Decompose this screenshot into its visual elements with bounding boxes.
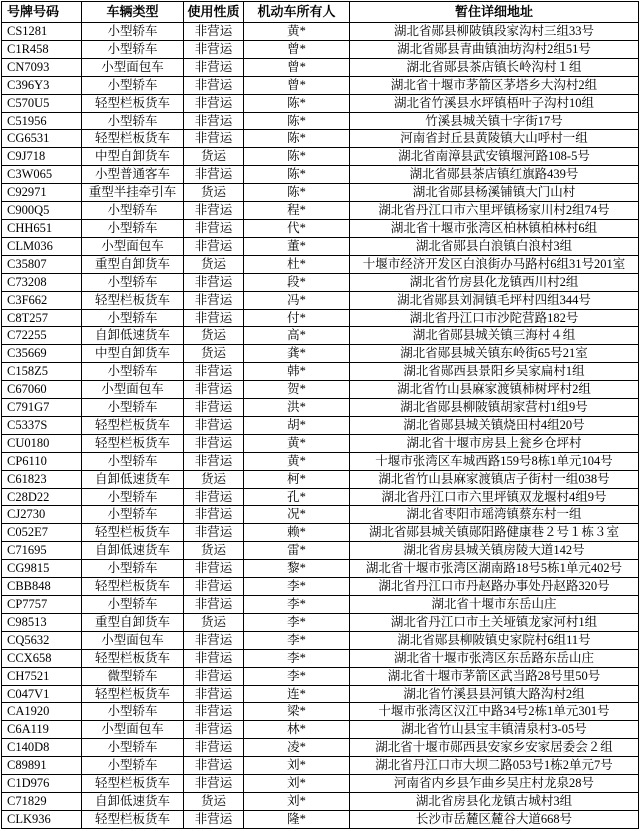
usage-nature-cell: 非营运 [184, 524, 244, 542]
usage-nature-cell: 非营运 [184, 739, 244, 757]
plate-number-cell: CJ2730 [2, 506, 82, 524]
owner-cell: 杜* [244, 255, 350, 273]
address-cell: 湖北省竹山县麻家渡镇柿树坪村2组 [350, 381, 639, 399]
address-cell: 湖北省房县城关镇房陵大道142号 [350, 542, 639, 560]
table-row [2, 76, 639, 94]
owner-cell: 隆* [244, 810, 350, 828]
usage-nature-cell: 非营运 [184, 130, 244, 148]
table-row [2, 399, 639, 417]
plate-number-cell: C1R458 [2, 40, 82, 58]
address-cell: 湖北省竹房县化龙镇西川村2组 [350, 273, 639, 291]
table-row [2, 775, 639, 793]
plate-number-cell: CQ5632 [2, 631, 82, 649]
plate-number-cell: CG6531 [2, 130, 82, 148]
vehicle-type-cell: 轻型栏板货车 [82, 775, 184, 793]
address-cell: 湖北省郧县杨溪铺镇大门山村 [350, 184, 639, 202]
vehicle-type-cell: 小型轿车 [82, 309, 184, 327]
plate-number-cell: CS1281 [2, 23, 82, 41]
table-row [2, 327, 639, 345]
address-cell: 湖北省郧县城关镇烧田村4组20号 [350, 416, 639, 434]
plate-number-cell: C89891 [2, 757, 82, 775]
usage-nature-cell: 非营运 [184, 58, 244, 76]
address-cell: 湖北省丹江口市六里坪镇杨家川村2组74号 [350, 202, 639, 220]
address-cell: 湖北省竹山县麻家渡镇店子街村一组038号 [350, 470, 639, 488]
vehicle-type-cell: 小型轿车 [82, 757, 184, 775]
plate-number-cell: CP7757 [2, 596, 82, 614]
plate-number-cell: C72255 [2, 327, 82, 345]
usage-nature-cell: 非营运 [184, 237, 244, 255]
plate-number-cell: C047V1 [2, 685, 82, 703]
table-row [2, 273, 639, 291]
owner-cell: 李* [244, 631, 350, 649]
table-row [2, 596, 639, 614]
usage-nature-cell: 非营运 [184, 399, 244, 417]
owner-cell: 陈* [244, 94, 350, 112]
plate-number-cell: C61823 [2, 470, 82, 488]
header-row [2, 2, 639, 23]
vehicle-type-cell: 小型面包车 [82, 237, 184, 255]
table-row [2, 184, 639, 202]
table-row [2, 416, 639, 434]
address-cell: 湖北省十堰市茅箭区茅塔乡大沟村2组 [350, 76, 639, 94]
plate-number-cell: C396Y3 [2, 76, 82, 94]
vehicle-type-cell: 小型面包车 [82, 381, 184, 399]
vehicle-type-cell: 小型轿车 [82, 219, 184, 237]
owner-cell: 段* [244, 273, 350, 291]
address-cell: 湖北省丹江口市土关垭镇龙家河村1组 [350, 613, 639, 631]
plate-number-cell: CH7521 [2, 667, 82, 685]
owner-cell: 董* [244, 237, 350, 255]
vehicle-type-cell: 重型半挂牵引车 [82, 184, 184, 202]
usage-nature-cell: 非营运 [184, 631, 244, 649]
plate-number-cell: C3W065 [2, 166, 82, 184]
vehicle-type-cell: 小型面包车 [82, 631, 184, 649]
usage-nature-cell: 非营运 [184, 112, 244, 130]
owner-cell: 李* [244, 649, 350, 667]
usage-nature-cell: 非营运 [184, 381, 244, 399]
table-row [2, 560, 639, 578]
plate-number-cell: C9J718 [2, 148, 82, 166]
owner-cell: 林* [244, 721, 350, 739]
table-row [2, 148, 639, 166]
vehicle-type-cell: 重型自卸货车 [82, 613, 184, 631]
plate-number-cell: CLM036 [2, 237, 82, 255]
table-row [2, 291, 639, 309]
table-row [2, 703, 639, 721]
address-cell: 湖北省郧县青曲镇油坊沟村2组51号 [350, 40, 639, 58]
plate-number-cell: C3F662 [2, 291, 82, 309]
owner-cell: 陈* [244, 166, 350, 184]
vehicle-type-cell: 自卸低速货车 [82, 542, 184, 560]
address-cell: 湖北省十堰市茅箭区武当路28号里50号 [350, 667, 639, 685]
address-cell: 河南省内乡县乍曲乡吴庄村龙泉28号 [350, 775, 639, 793]
owner-cell: 刘* [244, 757, 350, 775]
owner-cell: 龚* [244, 345, 350, 363]
address-cell: 湖北省郧县刘洞镇毛坪村四组344号 [350, 291, 639, 309]
address-cell: 湖北省郧县柳陂镇段家沟村三组33号 [350, 23, 639, 41]
address-cell: 湖北省十堰市郧西县安家乡安家居委会２组 [350, 739, 639, 757]
vehicle-type-cell: 轻型栏板货车 [82, 810, 184, 828]
header-address: 暂住详细地址 [350, 2, 639, 23]
owner-cell: 代* [244, 219, 350, 237]
usage-nature-cell: 非营运 [184, 810, 244, 828]
address-cell: 十堰市经济开发区白浪街办马路村6组31号201室 [350, 255, 639, 273]
usage-nature-cell: 货运 [184, 470, 244, 488]
plate-number-cell: CP6110 [2, 452, 82, 470]
address-cell: 湖北省郧县茶店镇红旗路439号 [350, 166, 639, 184]
usage-nature-cell: 非营运 [184, 166, 244, 184]
usage-nature-cell: 非营运 [184, 23, 244, 41]
address-cell: 湖北省丹江口市丹赵路办事处丹赵路320号 [350, 578, 639, 596]
vehicle-type-cell: 中型自卸货车 [82, 345, 184, 363]
usage-nature-cell: 货运 [184, 792, 244, 810]
address-cell: 湖北省郧县城关镇郧阳路健康巷２号１栋３室 [350, 524, 639, 542]
owner-cell: 李* [244, 613, 350, 631]
vehicle-type-cell: 中型自卸货车 [82, 148, 184, 166]
vehicle-type-cell: 轻型栏板货车 [82, 416, 184, 434]
usage-nature-cell: 非营运 [184, 219, 244, 237]
address-cell: 湖北省十堰市张湾区湖南路18号5栋1单元402号 [350, 560, 639, 578]
owner-cell: 胡* [244, 416, 350, 434]
plate-number-cell: C140D8 [2, 739, 82, 757]
plate-number-cell: CG9815 [2, 560, 82, 578]
address-cell: 十堰市张湾区汉江中路34号2栋1单元301号 [350, 703, 639, 721]
usage-nature-cell: 非营运 [184, 488, 244, 506]
address-cell: 湖北省十堰市房县上瓮乡仓坪村 [350, 434, 639, 452]
usage-nature-cell: 非营运 [184, 757, 244, 775]
vehicle-type-cell: 小型面包车 [82, 58, 184, 76]
vehicle-type-cell: 轻型栏板货车 [82, 649, 184, 667]
address-cell: 湖北省枣阳市瑶湾镇蔡东村一组 [350, 506, 639, 524]
vehicle-type-cell: 微型轿车 [82, 667, 184, 685]
vehicle-type-cell: 小型轿车 [82, 703, 184, 721]
table-row [2, 309, 639, 327]
vehicle-type-cell: 小型轿车 [82, 76, 184, 94]
usage-nature-cell: 货运 [184, 148, 244, 166]
plate-number-cell: CBB848 [2, 578, 82, 596]
address-cell: 湖北省郧县柳陂镇胡家营村1组9号 [350, 399, 639, 417]
usage-nature-cell: 非营运 [184, 596, 244, 614]
plate-number-cell: C791G7 [2, 399, 82, 417]
address-cell: 湖北省丹江口市沙陀营路182号 [350, 309, 639, 327]
owner-cell: 李* [244, 667, 350, 685]
plate-number-cell: C900Q5 [2, 202, 82, 220]
header-owner: 机动车所有人 [244, 2, 350, 23]
plate-number-cell: C5337S [2, 416, 82, 434]
plate-number-cell: CU0180 [2, 434, 82, 452]
address-cell: 湖北省竹溪县水坪镇梧叶子沟村10组 [350, 94, 639, 112]
vehicle-type-cell: 轻型栏板货车 [82, 434, 184, 452]
address-cell: 河南省封丘县黄陵镇大山呼村一组 [350, 130, 639, 148]
owner-cell: 黎* [244, 560, 350, 578]
usage-nature-cell: 非营运 [184, 416, 244, 434]
plate-number-cell: C570U5 [2, 94, 82, 112]
owner-cell: 黄* [244, 452, 350, 470]
owner-cell: 连* [244, 685, 350, 703]
plate-number-cell: C8T257 [2, 309, 82, 327]
plate-number-cell: C35807 [2, 255, 82, 273]
address-cell: 十堰市张湾区车城西路159号8栋1单元104号 [350, 452, 639, 470]
header-plate-number: 号牌号码 [2, 2, 82, 23]
plate-number-cell: CN7093 [2, 58, 82, 76]
vehicle-type-cell: 小型轿车 [82, 273, 184, 291]
usage-nature-cell: 非营运 [184, 667, 244, 685]
owner-cell: 柯* [244, 470, 350, 488]
address-cell: 湖北省十堰市东岳山庄 [350, 596, 639, 614]
vehicle-records-table [1, 1, 639, 829]
table-row [2, 667, 639, 685]
table-row [2, 739, 639, 757]
address-cell: 湖北省郧县城关镇东岭街65号21室 [350, 345, 639, 363]
plate-number-cell: CCX658 [2, 649, 82, 667]
owner-cell: 曾* [244, 76, 350, 94]
owner-cell: 高* [244, 327, 350, 345]
vehicle-type-cell: 轻型栏板货车 [82, 685, 184, 703]
plate-number-cell: C92971 [2, 184, 82, 202]
table-row [2, 202, 639, 220]
table-row [2, 542, 639, 560]
address-cell: 竹溪县城关镇十字街17号 [350, 112, 639, 130]
usage-nature-cell: 非营运 [184, 649, 244, 667]
plate-number-cell: C6A119 [2, 721, 82, 739]
usage-nature-cell: 非营运 [184, 775, 244, 793]
table-row [2, 112, 639, 130]
plate-number-cell: C71829 [2, 792, 82, 810]
table-row [2, 255, 639, 273]
owner-cell: 况* [244, 506, 350, 524]
usage-nature-cell: 非营运 [184, 76, 244, 94]
vehicle-type-cell: 小型轿车 [82, 739, 184, 757]
usage-nature-cell: 非营运 [184, 685, 244, 703]
owner-cell: 黄* [244, 23, 350, 41]
vehicle-type-cell: 小型轿车 [82, 399, 184, 417]
table-row [2, 470, 639, 488]
owner-cell: 凌* [244, 739, 350, 757]
vehicle-type-cell: 轻型栏板货车 [82, 524, 184, 542]
address-cell: 湖北省郧县柳陂镇史家院村6组11号 [350, 631, 639, 649]
usage-nature-cell: 非营运 [184, 309, 244, 327]
plate-number-cell: C052E7 [2, 524, 82, 542]
owner-cell: 付* [244, 309, 350, 327]
table-row [2, 757, 639, 775]
plate-number-cell: C158Z5 [2, 363, 82, 381]
vehicle-type-cell: 小型轿车 [82, 596, 184, 614]
vehicle-type-cell: 小型面包车 [82, 721, 184, 739]
table-row [2, 452, 639, 470]
owner-cell: 冯* [244, 291, 350, 309]
address-cell: 湖北省十堰市张湾区东岳路东岳山庄 [350, 649, 639, 667]
owner-cell: 曾* [244, 58, 350, 76]
plate-number-cell: C1D976 [2, 775, 82, 793]
usage-nature-cell: 非营运 [184, 721, 244, 739]
plate-number-cell: CA1920 [2, 703, 82, 721]
owner-cell: 刘* [244, 792, 350, 810]
owner-cell: 贺* [244, 381, 350, 399]
table-row [2, 237, 639, 255]
table-row [2, 345, 639, 363]
plate-number-cell: C28D22 [2, 488, 82, 506]
owner-cell: 黄* [244, 434, 350, 452]
vehicle-type-cell: 重型自卸货车 [82, 255, 184, 273]
usage-nature-cell: 货运 [184, 613, 244, 631]
address-cell: 湖北省南漳县武安镇堰河路108-5号 [350, 148, 639, 166]
table-row [2, 792, 639, 810]
table-row [2, 631, 639, 649]
owner-cell: 韩* [244, 363, 350, 381]
usage-nature-cell: 非营运 [184, 40, 244, 58]
address-cell: 湖北省房县化龙镇古城村3组 [350, 792, 639, 810]
address-cell: 湖北省十堰市张湾区柏林镇柏林村6组 [350, 219, 639, 237]
usage-nature-cell: 货运 [184, 327, 244, 345]
usage-nature-cell: 非营运 [184, 703, 244, 721]
vehicle-type-cell: 自卸低速货车 [82, 792, 184, 810]
owner-cell: 李* [244, 596, 350, 614]
vehicle-type-cell: 轻型栏板货车 [82, 94, 184, 112]
vehicle-type-cell: 轻型栏板货车 [82, 130, 184, 148]
address-cell: 湖北省郧县白浪镇白浪村3组 [350, 237, 639, 255]
table-row [2, 810, 639, 828]
plate-number-cell: CHH651 [2, 219, 82, 237]
usage-nature-cell: 非营运 [184, 434, 244, 452]
table-row [2, 94, 639, 112]
usage-nature-cell: 非营运 [184, 506, 244, 524]
owner-cell: 陈* [244, 148, 350, 166]
vehicle-type-cell: 小型轿车 [82, 560, 184, 578]
plate-number-cell: C73208 [2, 273, 82, 291]
owner-cell: 程* [244, 202, 350, 220]
table-row [2, 613, 639, 631]
usage-nature-cell: 非营运 [184, 273, 244, 291]
address-cell: 湖北省郧西县景阳乡吴家扁村1组 [350, 363, 639, 381]
vehicle-type-cell: 小型普通客车 [82, 166, 184, 184]
owner-cell: 赖* [244, 524, 350, 542]
vehicle-type-cell: 小型轿车 [82, 363, 184, 381]
table-row [2, 23, 639, 41]
usage-nature-cell: 非营运 [184, 291, 244, 309]
plate-number-cell: C51956 [2, 112, 82, 130]
vehicle-type-cell: 轻型栏板货车 [82, 291, 184, 309]
owner-cell: 陈* [244, 130, 350, 148]
owner-cell: 孔* [244, 488, 350, 506]
owner-cell: 曾* [244, 40, 350, 58]
table-row [2, 649, 639, 667]
table-row [2, 130, 639, 148]
owner-cell: 陈* [244, 112, 350, 130]
table-row [2, 434, 639, 452]
usage-nature-cell: 非营运 [184, 202, 244, 220]
owner-cell: 洪* [244, 399, 350, 417]
table-row [2, 524, 639, 542]
owner-cell: 梁* [244, 703, 350, 721]
address-cell: 湖北省竹山县宝丰镇清泉村3-05号 [350, 721, 639, 739]
address-cell: 湖北省郧县茶店镇长岭沟村１组 [350, 58, 639, 76]
address-cell: 湖北省竹溪县县河镇大路沟村2组 [350, 685, 639, 703]
table-row [2, 506, 639, 524]
vehicle-type-cell: 小型轿车 [82, 452, 184, 470]
plate-number-cell: C71695 [2, 542, 82, 560]
address-cell: 长沙市岳麓区麓谷大道668号 [350, 810, 639, 828]
table-row [2, 685, 639, 703]
table-row [2, 721, 639, 739]
vehicle-type-cell: 自卸低速货车 [82, 470, 184, 488]
owner-cell: 雷* [244, 542, 350, 560]
vehicle-type-cell: 自卸低速货车 [82, 327, 184, 345]
plate-number-cell: CLK936 [2, 810, 82, 828]
owner-cell: 李* [244, 578, 350, 596]
usage-nature-cell: 非营运 [184, 363, 244, 381]
table-row [2, 40, 639, 58]
usage-nature-cell: 货运 [184, 345, 244, 363]
table-row [2, 166, 639, 184]
table-row [2, 488, 639, 506]
plate-number-cell: C35669 [2, 345, 82, 363]
usage-nature-cell: 非营运 [184, 560, 244, 578]
usage-nature-cell: 非营运 [184, 94, 244, 112]
vehicle-type-cell: 小型轿车 [82, 506, 184, 524]
owner-cell: 刘* [244, 775, 350, 793]
usage-nature-cell: 货运 [184, 542, 244, 560]
address-cell: 湖北省郧县城关镇三海村４组 [350, 327, 639, 345]
vehicle-type-cell: 小型轿车 [82, 488, 184, 506]
plate-number-cell: C67060 [2, 381, 82, 399]
address-cell: 湖北省丹江口市大坝二路053号1栋2单元7号 [350, 757, 639, 775]
table-row [2, 219, 639, 237]
usage-nature-cell: 货运 [184, 255, 244, 273]
table-row [2, 578, 639, 596]
header-usage-nature: 使用性质 [184, 2, 244, 23]
table-row [2, 363, 639, 381]
header-vehicle-type: 车辆类型 [82, 2, 184, 23]
vehicle-type-cell: 小型轿车 [82, 202, 184, 220]
owner-cell: 陈* [244, 184, 350, 202]
vehicle-type-cell: 小型轿车 [82, 23, 184, 41]
address-cell: 湖北省丹江口市六里坪镇双龙堰村4组9号 [350, 488, 639, 506]
table-row [2, 381, 639, 399]
usage-nature-cell: 非营运 [184, 578, 244, 596]
vehicle-type-cell: 小型轿车 [82, 112, 184, 130]
vehicle-type-cell: 轻型栏板货车 [82, 578, 184, 596]
plate-number-cell: C98513 [2, 613, 82, 631]
vehicle-type-cell: 小型轿车 [82, 40, 184, 58]
table-row [2, 58, 639, 76]
usage-nature-cell: 非营运 [184, 452, 244, 470]
usage-nature-cell: 货运 [184, 184, 244, 202]
